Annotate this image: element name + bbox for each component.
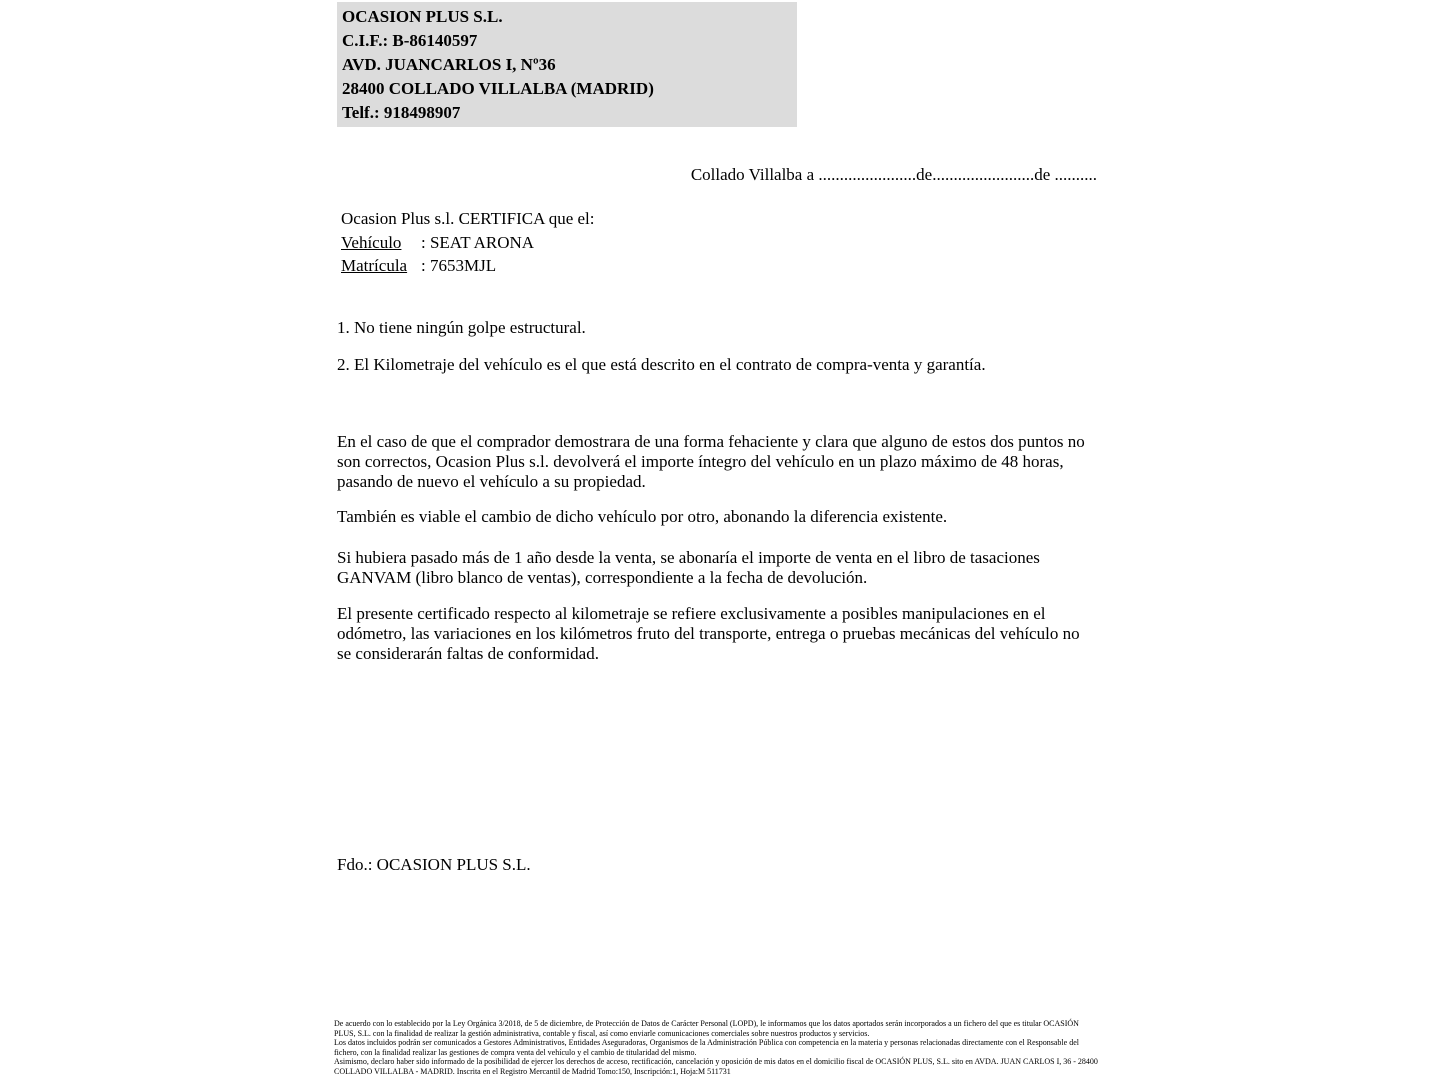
footer-paragraph-rights: Asimismo, declaro haber sido informado de la posibilidad de ejercer los derechos de acceso, rectificación, cancelación y oposición de mis datos en el domicilio fiscal de OCASIÓN PLUS, S.L. sito en AVDA. JUAN CARLOS I, 36 - 28400 COLLADO VILLALBA - MADRID. Inscrita en el Registro Mercantil de Madrid Tomo:150, Inscripción:1, Hoja:M 511731 [334, 1057, 1098, 1076]
paragraph-exchange-option: También es viable el cambio de dicho vehículo por otro, abonando la diferencia existente. [337, 507, 948, 526]
legal-footer [334, 1019, 1098, 1077]
company-header-block [337, 2, 797, 127]
certifies-intro: Ocasion Plus s.l. CERTIFICA que el: [341, 209, 595, 228]
document-content [334, 0, 1098, 1080]
paragraph-refund-policy: En el caso de que el comprador demostrara de una forma fehaciente y clara que alguno de estos dos puntos no son correctos, Ocasion Plus s.l. devolverá el importe íntegro del vehículo en un plazo máximo de 48 horas, pasando de nuevo el vehículo a su propiedad. [337, 432, 1085, 491]
point-mileage: 2. El Kilometraje del vehículo es el que está descrito en el contrato de compra-venta y garantía. [337, 355, 986, 374]
date-line: Collado Villalba a .......................de........................de .......... [690, 165, 1097, 184]
company-address: AVD. JUANCARLOS I, Nº36 [342, 55, 556, 74]
company-city: 28400 COLLADO VILLALBA (MADRID) [342, 79, 654, 98]
vehicle-label: Vehículo [341, 232, 402, 252]
vehicle-label-cell [341, 231, 421, 255]
footer-paragraph-lopd: De acuerdo con lo establecido por la Ley Orgánica 3/2018, de 5 de diciembre, de Protección de Datos de Carácter Personal (LOPD), le informamos que los datos aportados serán incorporados a un fichero del que es titular OCASIÓN PLUS, S.L. con la finalidad de realizar la gestión administrativa, contable y fiscal, así como enviarle comunicaciones comerciales sobre nuestros productos y servicios. [334, 1019, 1079, 1038]
plate-value: : 7653MJL [421, 256, 497, 275]
company-phone: Telf.: 918498907 [342, 103, 461, 122]
vehicle-row [341, 231, 595, 255]
plate-row [341, 254, 595, 278]
plate-label-cell [341, 254, 421, 278]
company-name: OCASION PLUS S.L. [342, 7, 503, 26]
footer-paragraph-data-sharing: Los datos incluidos podrán ser comunicados a Gestores Administrativos, Entidades Aseguradoras, Organismos de la Administración Pública con competencia en la materia y personas relacionadas directamente con el Responsable del fichero, con la finalidad realizar las gestiones de compra venta del vehículo y el cambio de titularidad del mismo. [334, 1038, 1079, 1057]
certification-block [341, 207, 595, 278]
signature-line: Fdo.: OCASION PLUS S.L. [337, 855, 531, 874]
plate-label: Matrícula [341, 256, 408, 275]
paragraph-odometer-disclaimer: El presente certificado respecto al kilometraje se refiere exclusivamente a posibles manipulaciones en el odómetro, las variaciones en los kilómetros fruto del transporte, entrega o pruebas mecánicas del vehículo no se considerarán faltas de conformidad. [337, 604, 1080, 663]
vehicle-value: : SEAT ARONA [421, 232, 535, 252]
paragraph-ganvam-valuation: Si hubiera pasado más de 1 año desde la venta, se abonaría el importe de venta en el libro de tasaciones GANVAM (libro blanco de ventas), correspondiente a la fecha de devolución. [337, 548, 1040, 587]
company-cif: C.I.F.: B-86140597 [342, 31, 478, 50]
point-structural-damage: 1. No tiene ningún golpe estructural. [337, 318, 586, 337]
